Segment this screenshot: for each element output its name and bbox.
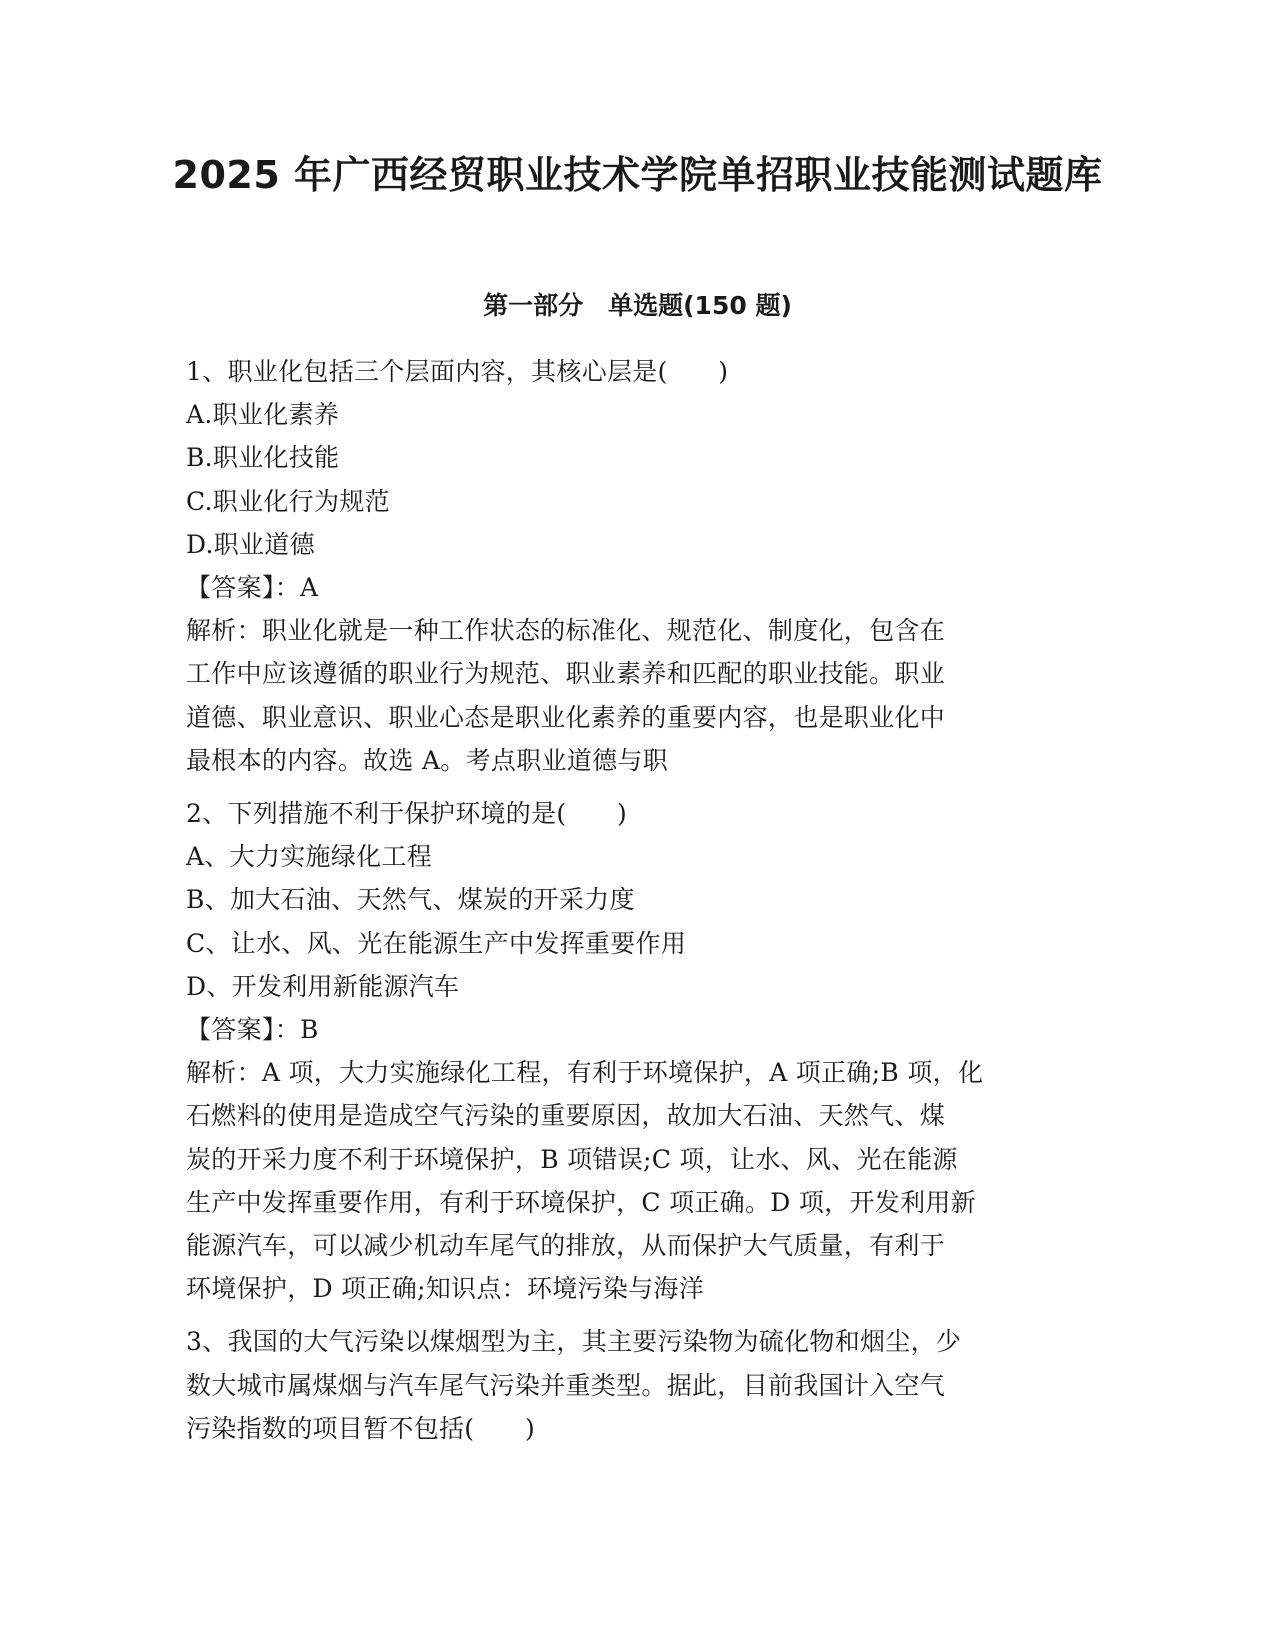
analysis-line: 石燃料的使用是造成空气污染的重要原因，故加大石油、天然气、煤 [186,1101,946,1131]
option-b: B、加大石油、天然气、煤炭的开采力度 [186,885,635,915]
analysis-line: 解析：A 项，大力实施绿化工程，有利于环境保护，A 项正确;B 项，化 [186,1058,984,1088]
answer: 【答案】：A [186,573,319,603]
question-1 [186,350,1076,782]
question-stem: 2、下列措施不利于保护环境的是( ) [186,799,628,829]
analysis-line: 最根本的内容。故选 A。考点职业道德与职 [186,745,669,775]
analysis-line: 环境保护，D 项正确;知识点：环境污染与海洋 [186,1274,705,1304]
question-stem-line: 污染指数的项目暂不包括( ) [186,1413,536,1443]
analysis-line: 炭的开采力度不利于环境保护，B 项错误;C 项，让水、风、光在能源 [186,1144,958,1174]
question-2 [186,792,1076,1310]
analysis-line: 能源汽车，可以减少机动车尾气的排放，从而保护大气质量，有利于 [186,1231,946,1261]
analysis-line: 工作中应该遵循的职业行为规范、职业素养和匹配的职业技能。职业 [186,659,946,689]
option-a: A、大力实施绿化工程 [186,842,433,872]
question-stem-line: 数大城市属煤烟与汽车尾气污染并重类型。据此，目前我国计入空气 [186,1370,946,1400]
analysis-line: 生产中发挥重要作用，有利于环境保护，C 项正确。D 项，开发利用新 [186,1187,976,1217]
option-d: D、开发利用新能源汽车 [186,971,460,1001]
question-stem-line: 3、我国的大气污染以煤烟型为主，其主要污染物为硫化物和烟尘，少 [186,1327,962,1357]
option-c: C.职业化行为规范 [186,486,390,516]
analysis-line: 解析：职业化就是一种工作状态的标准化、规范化、制度化，包含在 [186,616,946,646]
analysis-line: 道德、职业意识、职业心态是职业化素养的重要内容，也是职业化中 [186,702,946,732]
document-title: 2025 年广西经贸职业技术学院单招职业技能测试题库 [172,153,1103,197]
question-stem: 1、职业化包括三个层面内容，其核心层是( ) [186,357,729,386]
section-heading: 第一部分 单选题(150 题) [483,291,792,320]
option-d: D.职业道德 [186,529,315,559]
option-c: C、让水、风、光在能源生产中发挥重要作用 [186,928,687,958]
option-b: B.职业化技能 [186,443,340,473]
option-a: A.职业化素养 [186,400,340,430]
question-list [186,350,1076,1460]
question-3 [186,1320,1076,1450]
answer: 【答案】：B [186,1015,319,1045]
